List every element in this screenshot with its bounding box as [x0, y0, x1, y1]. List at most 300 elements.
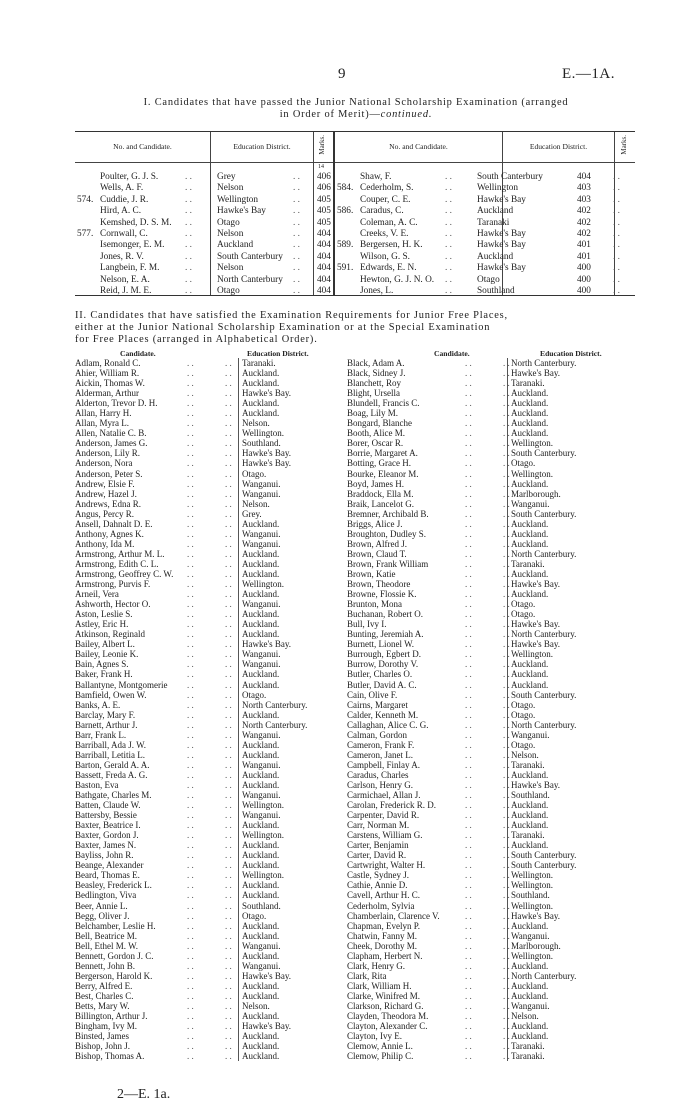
column-rule	[507, 750, 508, 760]
leader-dots: . .	[225, 609, 232, 620]
list-item	[347, 549, 637, 559]
list-item	[75, 1041, 343, 1051]
list-item	[347, 991, 637, 1001]
leader-dots: . .	[185, 206, 192, 217]
leader-dots: . .	[187, 599, 194, 610]
column-rule	[238, 720, 239, 730]
list-item	[347, 458, 637, 468]
education-district: Wanganui.	[242, 538, 281, 549]
education-district: Auckland.	[511, 669, 549, 680]
list-item	[347, 740, 637, 750]
education-district: North Canterbury.	[511, 629, 577, 640]
column-rule	[507, 991, 508, 1001]
candidate-name: Nelson, E. A.	[100, 274, 150, 285]
list-item	[347, 579, 637, 589]
candidate-name: Baxter, James N.	[75, 840, 137, 851]
education-district: Auckland.	[511, 589, 549, 600]
leader-dots: . .	[465, 769, 472, 780]
education-district: Hawke's Bay.	[511, 639, 561, 650]
candidate-name: Andrew, Hazel J.	[75, 488, 137, 499]
candidate-name: Carter, Benjamin	[347, 840, 409, 851]
list-item	[347, 840, 637, 850]
leader-dots: . .	[225, 408, 232, 419]
document-reference: E.—1A.	[562, 66, 615, 82]
candidate-name: Aston, Leslie S.	[75, 609, 133, 620]
column-rule	[238, 690, 239, 700]
list-item	[347, 700, 637, 710]
list-item	[347, 921, 637, 931]
column-rule	[238, 489, 239, 499]
education-district: North Canterbury	[217, 274, 283, 285]
leader-dots: . .	[187, 478, 194, 489]
candidate-name: Callaghan, Alice C. G.	[347, 719, 429, 730]
leader-dots: . .	[465, 649, 472, 660]
candidate-name: Cederholm, S.	[360, 183, 414, 194]
marks-value: 403	[577, 194, 591, 205]
list-item	[75, 559, 343, 569]
column-rule	[238, 1011, 239, 1021]
column-rule	[238, 659, 239, 669]
candidate-name: Anthony, Ida M.	[75, 538, 135, 549]
leader-dots: . .	[187, 769, 194, 780]
leader-dots: . .	[465, 498, 472, 509]
marks-value: 400	[577, 286, 591, 296]
merit-row	[75, 252, 635, 263]
education-district: Auckland.	[511, 418, 549, 429]
leader-dots: . .	[225, 679, 232, 690]
candidate-name: Poulter, G. J. S.	[100, 172, 159, 182]
list-item	[347, 428, 637, 438]
leader-dots: . .	[503, 428, 510, 439]
column-rule	[507, 710, 508, 720]
leader-dots: . .	[503, 1011, 510, 1022]
education-district: Auckland.	[242, 749, 280, 760]
education-district: Otago	[477, 274, 500, 285]
list-item	[75, 619, 343, 629]
education-district: Auckland.	[511, 820, 549, 831]
leader-dots: . .	[225, 830, 232, 841]
column-rule	[238, 398, 239, 408]
candidate-name: Hird, A. C.	[100, 206, 142, 217]
list-item	[347, 609, 637, 619]
education-district: Wanganui.	[242, 729, 281, 740]
education-district: Auckland.	[242, 609, 280, 620]
candidate-name: Campbell, Finlay A.	[347, 759, 420, 770]
candidate-name: Braddock, Ella M.	[347, 488, 414, 499]
leader-dots: . .	[465, 669, 472, 680]
leader-dots: . .	[187, 900, 194, 911]
list-item	[75, 418, 343, 428]
leader-dots: . .	[225, 940, 232, 951]
education-district: Marlborough.	[511, 940, 561, 951]
list-item	[75, 609, 343, 619]
leader-dots: . .	[465, 448, 472, 459]
leader-dots: . .	[187, 1041, 194, 1052]
candidate-name: Allan, Myra L.	[75, 418, 129, 429]
candidate-name: Caradus, C.	[360, 206, 404, 217]
leader-dots: . .	[187, 960, 194, 971]
list-item	[347, 649, 637, 659]
leader-dots: . .	[503, 669, 510, 680]
education-district: Nelson	[217, 263, 244, 274]
column-rule	[238, 810, 239, 820]
leader-dots: . .	[613, 251, 620, 262]
list-item	[75, 649, 343, 659]
col-header-candidate-left: Candidate.	[120, 349, 156, 358]
leader-dots: . .	[225, 910, 232, 921]
leader-dots: . .	[225, 719, 232, 730]
marks-value: 402	[577, 229, 591, 239]
column-rule	[507, 790, 508, 800]
leader-dots: . .	[503, 719, 510, 730]
education-district: Hawke's Bay.	[511, 910, 561, 921]
list-item	[75, 961, 343, 971]
education-district: Wanganui.	[242, 790, 281, 801]
column-rule	[238, 669, 239, 679]
candidate-name: Creeks, V. E.	[360, 229, 409, 239]
list-item	[75, 901, 343, 911]
marks-value: 401	[577, 251, 591, 262]
column-rule	[507, 368, 508, 378]
leader-dots: . .	[503, 749, 510, 760]
leader-dots: . .	[225, 518, 232, 529]
education-district: Otago.	[511, 699, 536, 710]
candidate-name: Ahier, William R.	[75, 368, 140, 379]
leader-dots: . .	[187, 488, 194, 499]
section-i-heading-line-2: in Order of Merit)—	[279, 109, 381, 120]
education-district: Wanganui.	[242, 528, 281, 539]
candidate-name: Clemow, Annie L.	[347, 1041, 413, 1052]
list-item	[347, 559, 637, 569]
education-district: Auckland.	[242, 1031, 280, 1042]
leader-dots: . .	[187, 589, 194, 600]
marks-value: 405	[317, 217, 331, 228]
leader-dots: . .	[187, 408, 194, 419]
candidate-name: Clark, Henry G.	[347, 960, 405, 971]
candidate-name: Beard, Thomas E.	[75, 870, 140, 881]
merit-row	[75, 229, 635, 240]
leader-dots: . .	[225, 800, 232, 811]
education-district: Auckland.	[242, 990, 280, 1001]
leader-dots: . .	[187, 759, 194, 770]
column-rule	[238, 1031, 239, 1041]
education-district: Auckland.	[511, 1021, 549, 1032]
leader-dots: . .	[503, 820, 510, 831]
leader-dots: . .	[503, 518, 510, 529]
leader-dots: . .	[185, 286, 192, 296]
leader-dots: . .	[465, 729, 472, 740]
leader-dots: . .	[187, 890, 194, 901]
leader-dots: . .	[465, 508, 472, 519]
column-rule	[507, 469, 508, 479]
list-item	[75, 780, 343, 790]
leader-dots: . .	[465, 368, 472, 379]
leader-dots: . .	[187, 518, 194, 529]
column-rule	[507, 971, 508, 981]
education-district: Auckland.	[511, 1031, 549, 1042]
marks-value: 404	[317, 263, 331, 274]
column-rule	[238, 358, 239, 368]
column-rule	[238, 418, 239, 428]
list-item	[75, 438, 343, 448]
column-rule	[507, 860, 508, 870]
leader-dots: . .	[187, 438, 194, 449]
education-district: North Canterbury.	[511, 970, 577, 981]
list-item	[75, 549, 343, 559]
section-ii-heading-line-2: either at the Junior National Scholarship Examination or at the Special Examination	[75, 322, 491, 333]
leader-dots: . .	[445, 274, 452, 285]
section-i-continued: continued.	[380, 109, 433, 120]
leader-dots: . .	[465, 659, 472, 670]
education-district: Otago.	[242, 910, 267, 921]
education-district: Wanganui.	[242, 659, 281, 670]
candidate-name: Burrough, Egbert D.	[347, 649, 421, 660]
merit-row	[75, 286, 635, 297]
leader-dots: . .	[445, 183, 452, 194]
leader-dots: . .	[465, 428, 472, 439]
column-rule	[507, 1041, 508, 1051]
column-rule	[507, 579, 508, 589]
education-district: South Canterbury	[217, 251, 283, 262]
education-district: Otago.	[511, 458, 536, 469]
column-rule	[238, 639, 239, 649]
column-rule	[507, 1011, 508, 1021]
column-rule	[238, 509, 239, 519]
education-district: Auckland.	[242, 880, 280, 891]
leader-dots: . .	[465, 679, 472, 690]
leader-dots: . .	[503, 478, 510, 489]
leader-dots: . .	[187, 639, 194, 650]
list-item	[75, 830, 343, 840]
candidate-name: Brown, Claud T.	[347, 548, 407, 559]
list-item	[75, 840, 343, 850]
education-district: Hawke's Bay.	[511, 779, 561, 790]
education-district: Auckland.	[242, 1051, 280, 1062]
leader-dots: . .	[465, 990, 472, 1001]
list-item	[75, 810, 343, 820]
list-item	[347, 509, 637, 519]
education-district: Auckland.	[242, 558, 280, 569]
list-item	[347, 619, 637, 629]
education-district: Otago.	[242, 468, 267, 479]
list-item	[347, 860, 637, 870]
list-item	[75, 860, 343, 870]
list-item	[347, 880, 637, 890]
leader-dots: . .	[613, 229, 620, 239]
leader-dots: . .	[503, 759, 510, 770]
leader-dots: . .	[465, 810, 472, 821]
leader-dots: . .	[465, 1011, 472, 1022]
column-rule	[238, 569, 239, 579]
candidate-name: Ballantyne, Montgomerie	[75, 679, 168, 690]
leader-dots: . .	[503, 870, 510, 881]
list-item	[75, 529, 343, 539]
column-rule	[507, 549, 508, 559]
candidate-name: Cameron, Frank F.	[347, 739, 415, 750]
column-rule	[238, 1001, 239, 1011]
education-district: Wanganui.	[511, 729, 550, 740]
column-rule	[507, 448, 508, 458]
page-number: 9	[338, 66, 346, 82]
leader-dots: . .	[187, 729, 194, 740]
column-rule	[238, 750, 239, 760]
leader-dots: . .	[225, 528, 232, 539]
candidate-name: Calder, Kenneth M.	[347, 709, 419, 720]
leader-dots: . .	[187, 840, 194, 851]
leader-dots: . .	[503, 709, 510, 720]
list-item	[75, 911, 343, 921]
leader-dots: . .	[187, 920, 194, 931]
leader-dots: . .	[503, 558, 510, 569]
leader-dots: . .	[225, 990, 232, 1001]
candidate-number: 591.	[337, 263, 354, 274]
list-item	[347, 901, 637, 911]
leader-dots: . .	[187, 870, 194, 881]
education-district: Hawke's Bay	[477, 263, 526, 274]
candidate-name: Clayton, Ivy E.	[347, 1031, 402, 1042]
list-item	[75, 408, 343, 418]
candidate-name: Billington, Arthur J.	[75, 1011, 148, 1022]
leader-dots: . .	[187, 498, 194, 509]
leader-dots: . .	[465, 619, 472, 630]
list-item	[347, 589, 637, 599]
column-rule	[507, 770, 508, 780]
leader-dots: . .	[225, 880, 232, 891]
candidate-name: Brown, Theodore	[347, 579, 411, 590]
education-district: Wanganui.	[511, 930, 550, 941]
education-district: Auckland.	[511, 990, 549, 1001]
education-district: Auckland.	[242, 408, 280, 419]
list-item	[75, 378, 343, 388]
leader-dots: . .	[465, 589, 472, 600]
list-item	[347, 870, 637, 880]
leader-dots: . .	[187, 609, 194, 620]
education-district: Auckland.	[242, 709, 280, 720]
leader-dots: . .	[225, 568, 232, 579]
education-district: Taranaki.	[511, 1051, 545, 1062]
leader-dots: . .	[465, 880, 472, 891]
leader-dots: . .	[293, 206, 300, 217]
leader-dots: . .	[225, 699, 232, 710]
column-rule	[507, 639, 508, 649]
leader-dots: . .	[225, 629, 232, 640]
column-rule	[507, 589, 508, 599]
leader-dots: . .	[187, 820, 194, 831]
list-item	[75, 499, 343, 509]
candidate-name: Bailey, Albert L.	[75, 639, 135, 650]
column-rule	[238, 901, 239, 911]
education-district: North Canterbury.	[511, 719, 577, 730]
column-rule	[507, 358, 508, 368]
education-district: Auckland.	[511, 980, 549, 991]
column-rule	[507, 870, 508, 880]
column-rule	[238, 529, 239, 539]
leader-dots: . .	[465, 890, 472, 901]
column-rule	[238, 961, 239, 971]
column-rule	[507, 850, 508, 860]
leader-dots: . .	[465, 749, 472, 760]
candidate-name: Cederholm, Sylvia	[347, 900, 415, 911]
column-rule	[507, 931, 508, 941]
candidate-name: Bongard, Blanche	[347, 418, 412, 429]
education-district: Auckland.	[242, 820, 280, 831]
leader-dots: . .	[293, 274, 300, 285]
column-rule	[238, 951, 239, 961]
education-district: Wanganui.	[242, 810, 281, 821]
list-item	[75, 800, 343, 810]
candidate-name: Aickin, Thomas W.	[75, 378, 145, 389]
list-item	[347, 690, 637, 700]
leader-dots: . .	[225, 709, 232, 720]
leader-dots: . .	[187, 538, 194, 549]
leader-dots: . .	[187, 970, 194, 981]
leader-dots: . .	[187, 719, 194, 730]
candidate-name: Cartwright, Walter H.	[347, 860, 426, 871]
list-item	[347, 1021, 637, 1031]
candidate-name: Bailey, Leonie K.	[75, 649, 139, 660]
candidate-name: Butler, Charles O.	[347, 669, 413, 680]
leader-dots: . .	[503, 790, 510, 801]
education-district: Otago.	[511, 599, 536, 610]
list-item	[75, 1031, 343, 1041]
candidate-name: Bassett, Freda A. G.	[75, 769, 148, 780]
list-item	[347, 669, 637, 679]
section-ii-heading-line-1: II. Candidates that have satisfied the Examination Requirements for Junior Free Places,	[75, 310, 508, 321]
candidate-name: Chamberlain, Clarence V.	[347, 910, 440, 921]
column-rule	[238, 619, 239, 629]
leader-dots: . .	[613, 286, 620, 296]
leader-dots: . .	[465, 599, 472, 610]
leader-dots: . .	[187, 1031, 194, 1042]
column-rule	[507, 1021, 508, 1031]
education-district: Auckland.	[242, 920, 280, 931]
free-places-list-left	[75, 358, 343, 1061]
column-rule	[507, 700, 508, 710]
candidate-name: Borer, Oscar R.	[347, 438, 404, 449]
column-rule	[238, 368, 239, 378]
leader-dots: . .	[187, 1011, 194, 1022]
leader-dots: . .	[187, 1051, 194, 1062]
leader-dots: . .	[445, 194, 452, 205]
column-rule	[507, 509, 508, 519]
leader-dots: . .	[445, 251, 452, 262]
leader-dots: . .	[225, 860, 232, 871]
list-item	[347, 569, 637, 579]
leader-dots: . .	[503, 438, 510, 449]
education-district: Auckland.	[511, 920, 549, 931]
education-district: South Canterbury.	[511, 689, 577, 700]
candidate-name: Borrie, Margaret A.	[347, 448, 418, 459]
leader-dots: . .	[503, 940, 510, 951]
candidate-name: Black, Sidney J.	[347, 368, 406, 379]
list-item	[347, 1051, 637, 1061]
candidate-name: Boag, Lily M.	[347, 408, 398, 419]
leader-dots: . .	[185, 217, 192, 228]
list-item	[75, 589, 343, 599]
leader-dots: . .	[293, 263, 300, 274]
leader-dots: . .	[187, 679, 194, 690]
education-district: Hawke's Bay.	[242, 970, 292, 981]
col-header-district: Education District.	[233, 142, 291, 151]
leader-dots: . .	[225, 729, 232, 740]
leader-dots: . .	[187, 689, 194, 700]
list-item	[347, 479, 637, 489]
leader-dots: . .	[503, 1031, 510, 1042]
leader-dots: . .	[503, 378, 510, 389]
leader-dots: . .	[187, 779, 194, 790]
section-i-heading-line-1: I. Candidates that have passed the Junior National Scholarship Examination (arranged	[143, 97, 569, 108]
column-rule	[238, 458, 239, 468]
